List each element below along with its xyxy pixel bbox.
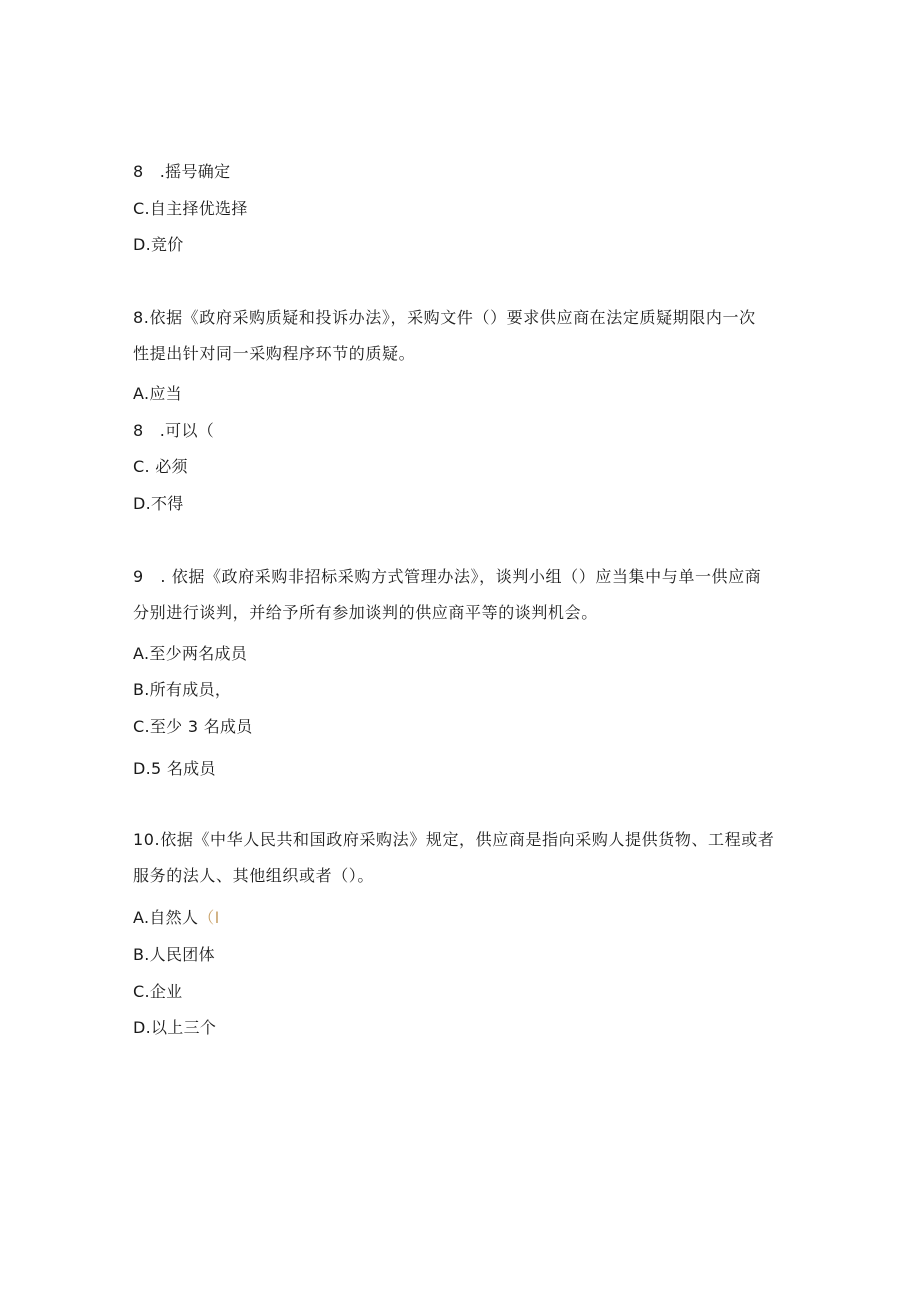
question-10-stem-line-1: 10.依据《中华人民共和国政府采购法》规定，供应商是指向采购人提供货物、工程或者 [133,830,775,849]
question-10-option-c: C.企业 [133,982,183,1001]
question-10-stem-line-2: 服务的法人、其他组织或者（）。 [133,866,375,885]
option-c-independent-choice: C.自主择优选择 [133,199,248,218]
question-9-stem-line-2: 分别进行谈判，并给予所有参加谈判的供应商平等的谈判机会。 [133,603,598,622]
option-d-bidding: D.竞价 [133,235,184,254]
question-10-option-d: D.以上三个 [133,1018,217,1037]
question-8-option-b: 8 .可以（ [133,421,215,440]
question-8-option-c: C. 必须 [133,457,188,476]
question-9-option-d: D.5 名成员 [133,759,216,778]
question-10-option-b: B.人民团体 [133,945,215,964]
question-10-option-a [133,908,220,928]
handwritten-mark: （I [198,908,220,927]
question-8-option-a: A.应当 [133,384,182,403]
question-8-option-d: D.不得 [133,494,184,513]
question-8-stem-line-2: 性提出针对同一采购程序环节的质疑。 [133,344,416,363]
question-9-option-a: A.至少两名成员 [133,644,248,663]
question-9-option-b: B.所有成员， [133,680,232,699]
question-10-option-a-text: A.自然人 [133,908,199,927]
question-8-stem-line-1: 8.依据《政府采购质疑和投诉办法》，采购文件（）要求供应商在法定质疑期限内一次 [133,308,756,327]
option-b-draw-lots: 8 .摇号确定 [133,162,231,181]
question-9-stem-line-1: 9 . 依据《政府采购非招标采购方式管理办法》，谈判小组（）应当集中与单一供应商 [133,567,762,586]
question-9-option-c: C.至少 3 名成员 [133,717,253,736]
